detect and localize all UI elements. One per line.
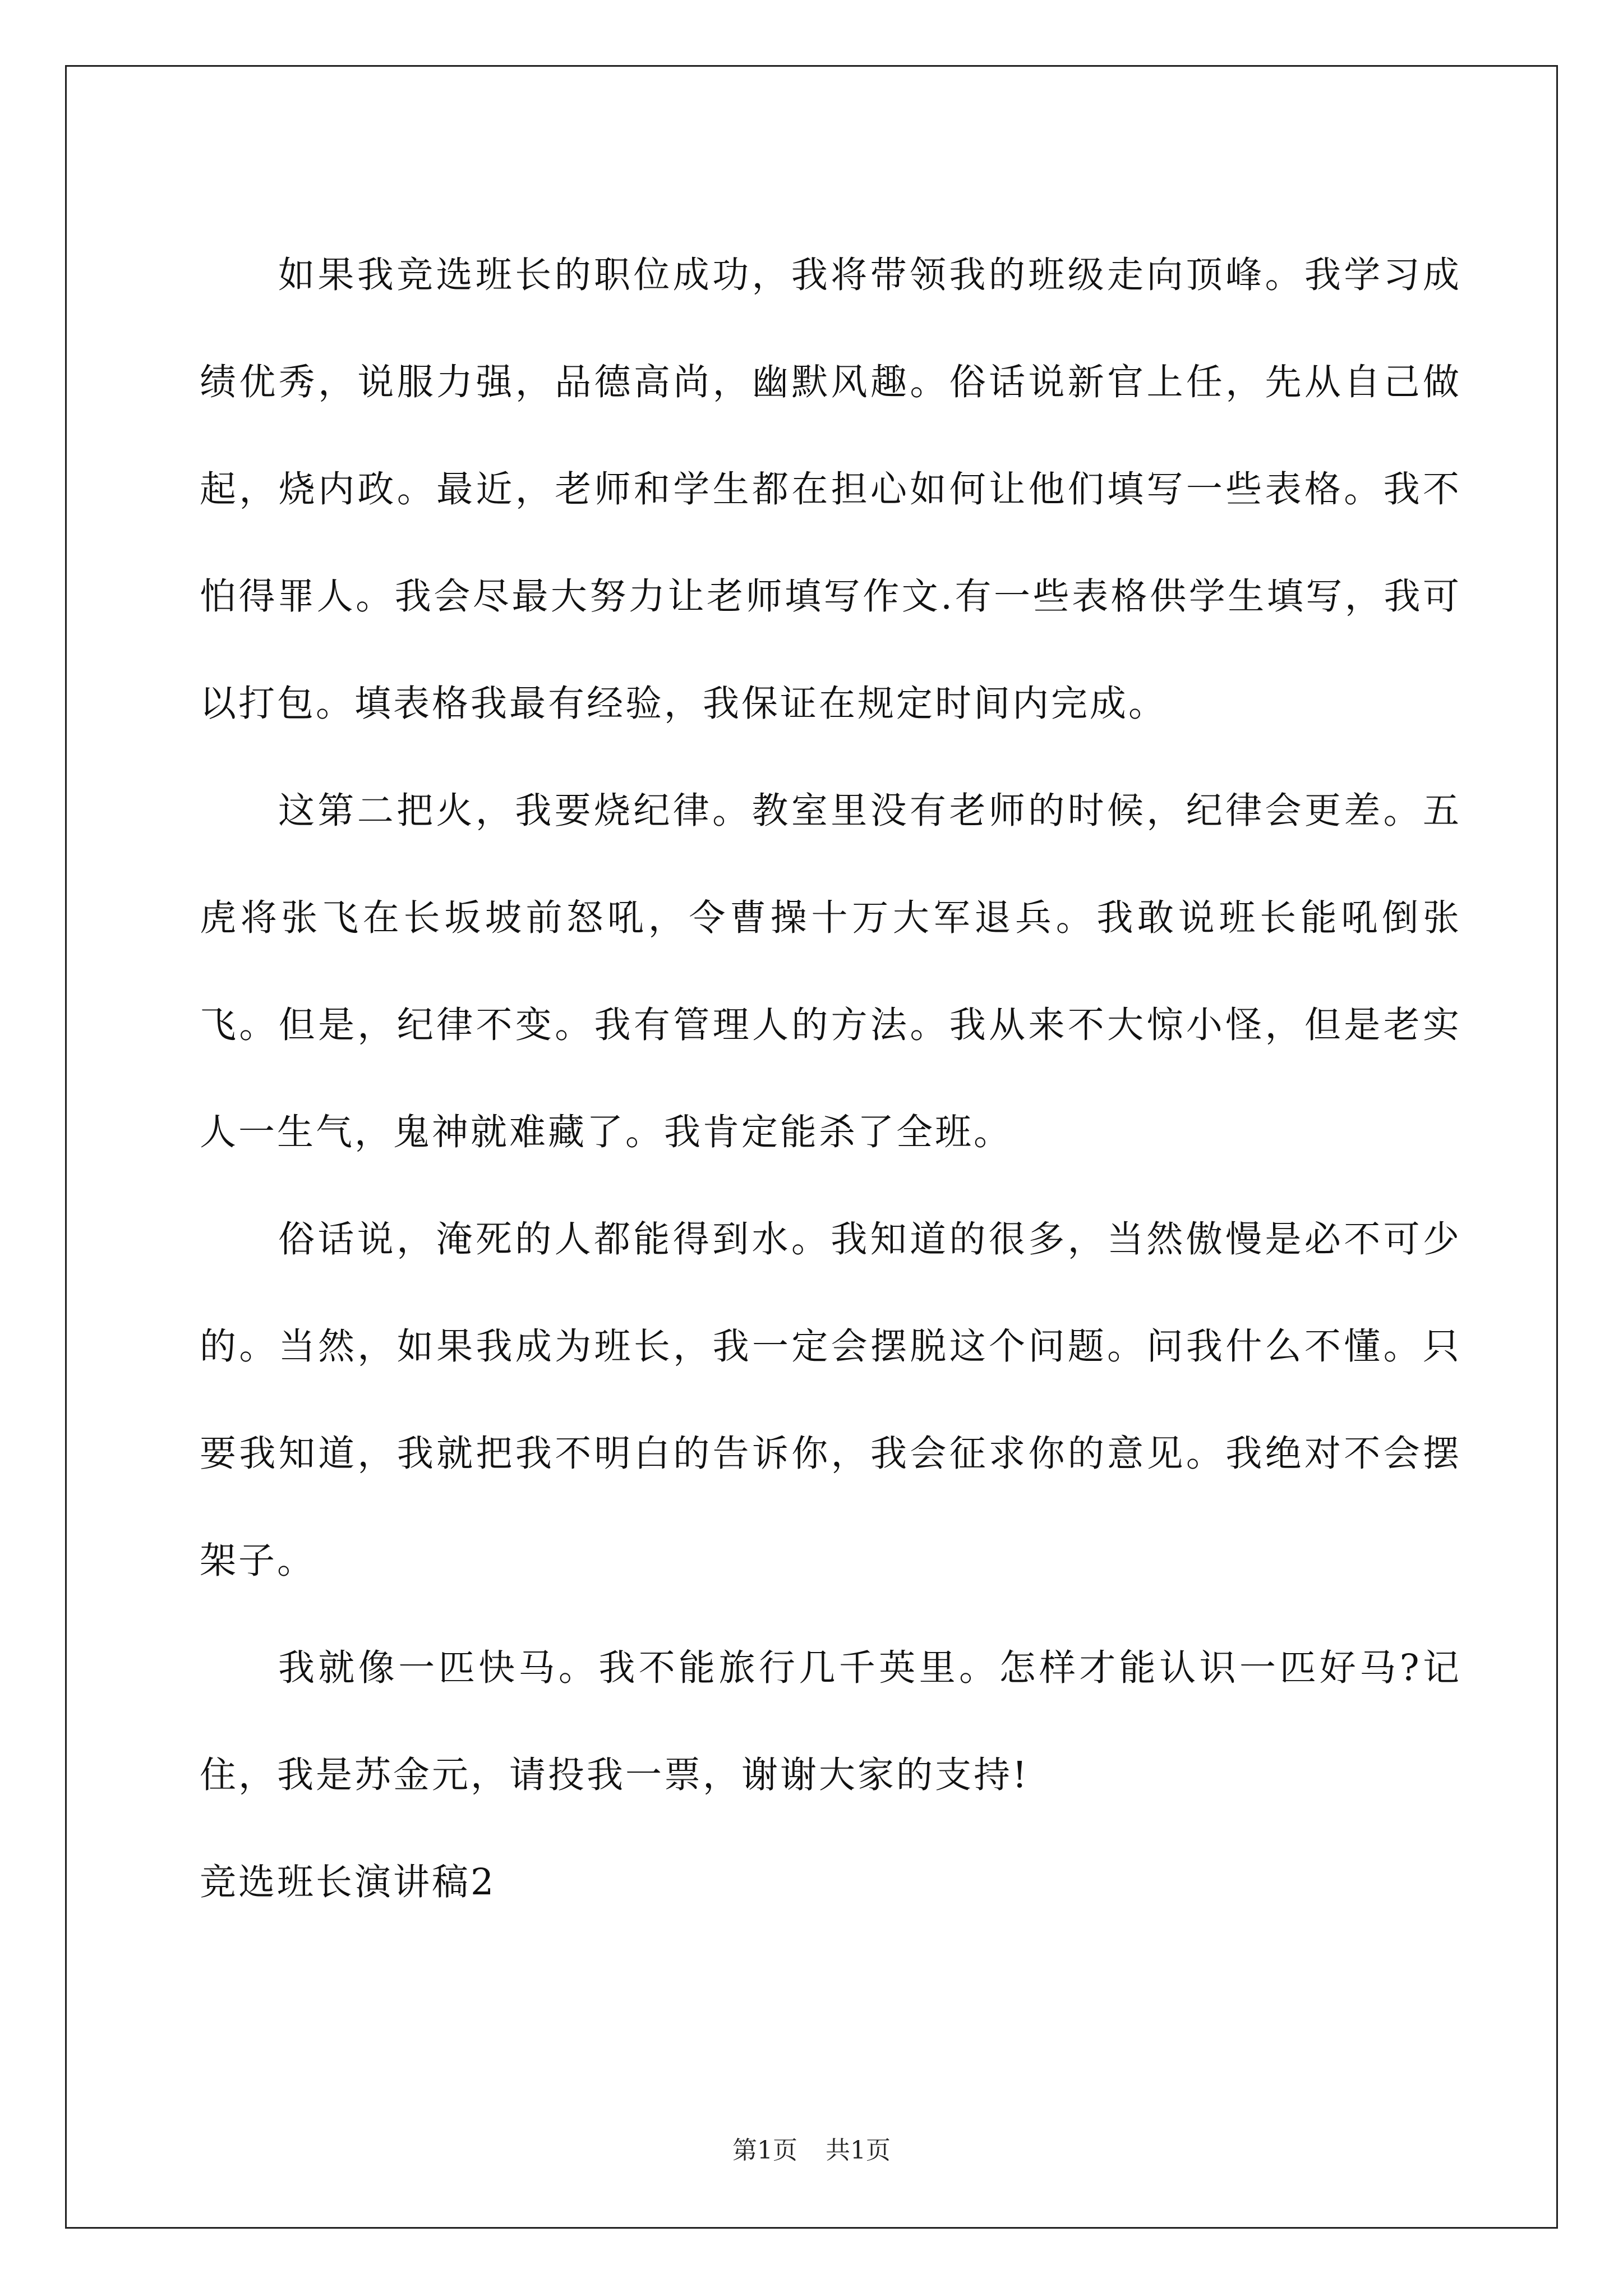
paragraph-4: 我就像一匹快马。我不能旅行几千英里。怎样才能认识一匹好马?记住，我是苏金元，请投我一票，谢谢大家的支持! bbox=[200, 1647, 1461, 1796]
page-total: 共1页 bbox=[826, 2136, 891, 2165]
document-body bbox=[200, 222, 1461, 1936]
page-footer bbox=[0, 2130, 1623, 2166]
section-heading: 竞选班长演讲稿2 bbox=[200, 1861, 496, 1903]
paragraph-3: 俗话说，淹死的人都能得到水。我知道的很多，当然傲慢是必不可少的。当然，如果我成为班长，我一定会摆脱这个问题。问我什么不懂。只要我知道，我就把我不明白的告诉你，我会征求你的意见。我绝对不会摆架子。 bbox=[200, 1218, 1461, 1582]
paragraph-2: 这第二把火，我要烧纪律。教室里没有老师的时候，纪律会更差。五虎将张飞在长坂坡前怒吼，令曹操十万大军退兵。我敢说班长能吼倒张飞。但是，纪律不变。我有管理人的方法。我从来不大惊小怪，但是老实人一生气，鬼神就难藏了。我肯定能杀了全班。 bbox=[200, 790, 1461, 1153]
paragraph-1: 如果我竞选班长的职位成功，我将带领我的班级走向顶峰。我学习成绩优秀，说服力强，品德高尚，幽默风趣。俗话说新官上任，先从自己做起，烧内政。最近，老师和学生都在担心如何让他们填写一些表格。我不怕得罪人。我会尽最大努力让老师填写作文.有一些表格供学生填写，我可以打包。填表格我最有经验，我保证在规定时间内完成。 bbox=[200, 254, 1461, 725]
page-number: 第1页 bbox=[732, 2136, 797, 2165]
